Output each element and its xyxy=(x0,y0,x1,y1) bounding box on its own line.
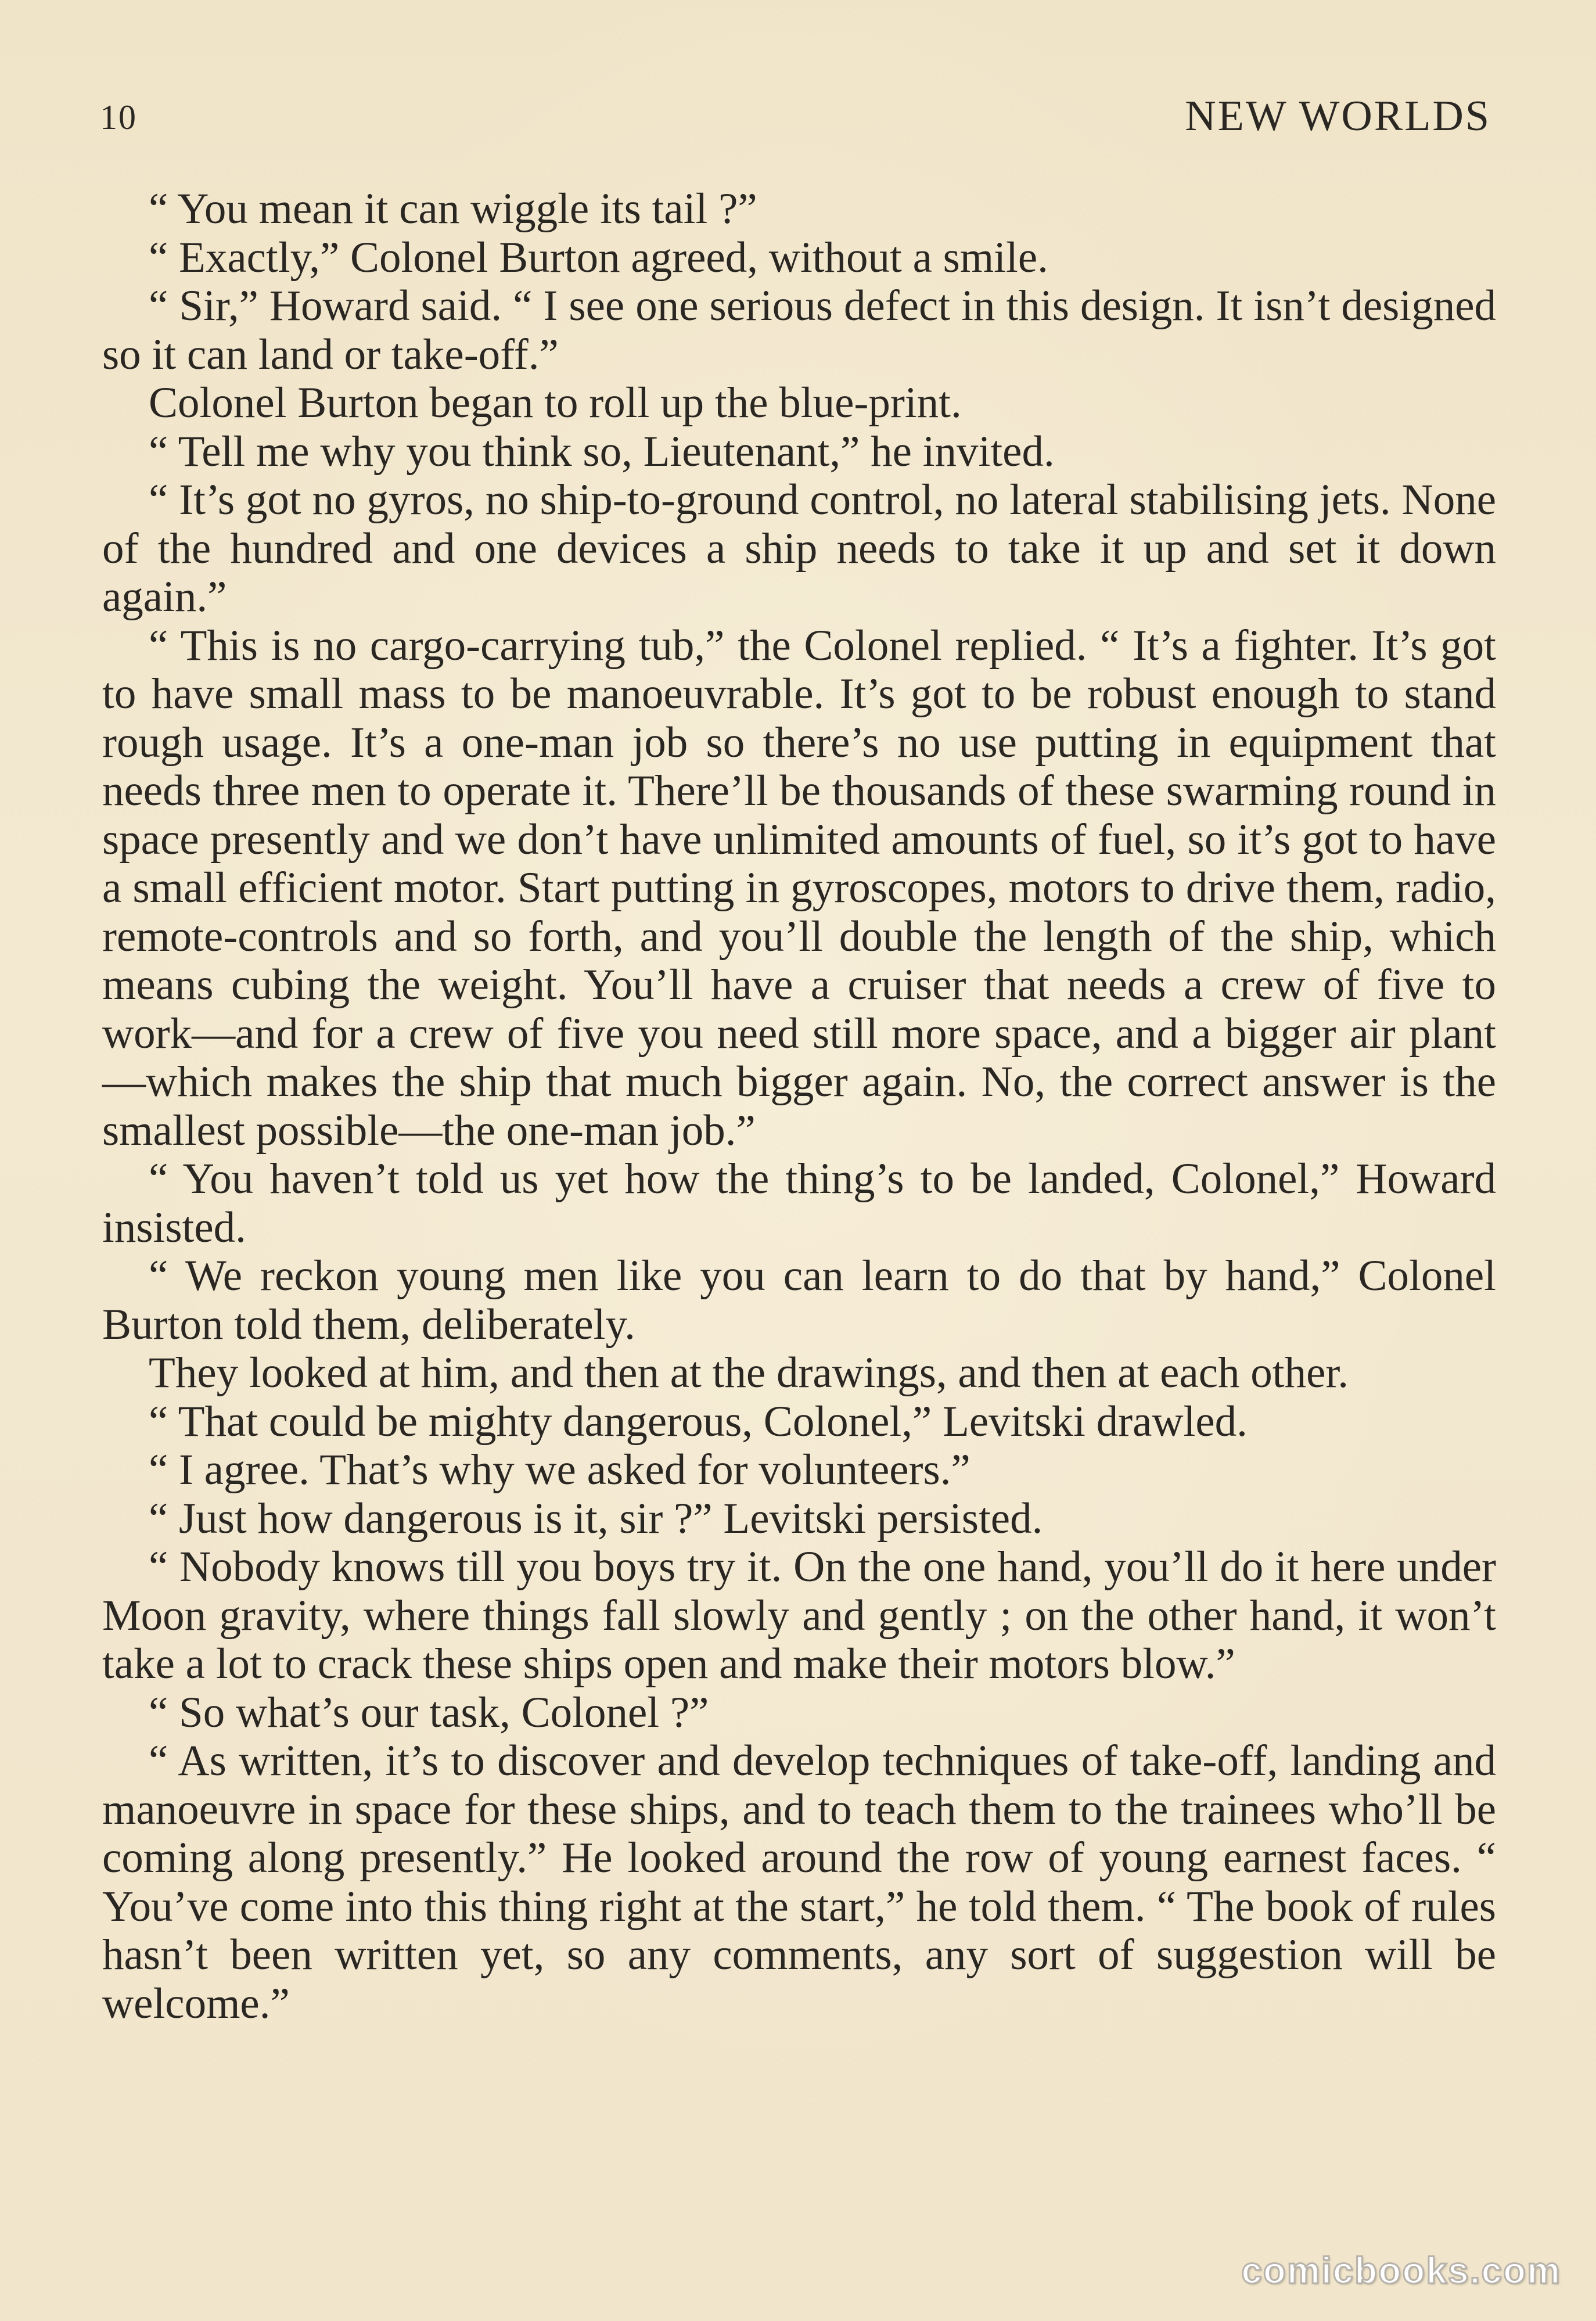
paragraph: “ We reckon young men like you can learn to do that by hand,” Colonel Burton told them, deliberately. xyxy=(102,1252,1496,1349)
paragraph: “ It’s got no gyros, no ship-to-ground control, no lateral stabilising jets. None of the hundred and one devices a ship needs to take it up and set it down again.” xyxy=(102,476,1496,621)
paragraph: “ As written, it’s to discover and develop techniques of take-off, landing and manoeuvre in space for these ships, and to teach them to the trainees who’ll be coming along presently.” He looked around the row of young earnest faces. “ You’ve come into this thing right at the start,” he told them. “ The book of rules hasn’t been written yet, so any comments, any sort of suggestion will be welcome.” xyxy=(102,1737,1496,2028)
paragraph: “ You mean it can wiggle its tail ?” xyxy=(149,185,757,233)
paragraph: “ So what’s our task, Colonel ?” xyxy=(149,1688,709,1737)
page-header xyxy=(100,87,1491,151)
paragraph: Colonel Burton began to roll up the blue-print. xyxy=(149,379,962,427)
paragraph: “ Sir,” Howard said. “ I see one serious defect in this design. It isn’t designed so it can land or take-off.” xyxy=(102,282,1496,379)
body-text xyxy=(102,185,1496,2028)
paragraph: “ Exactly,” Colonel Burton agreed, without a smile. xyxy=(149,233,1048,282)
paragraph: “ You haven’t told us yet how the thing’s to be landed, Colonel,” Howard insisted. xyxy=(102,1155,1496,1252)
paragraph: They looked at him, and then at the drawings, and then at each other. xyxy=(149,1349,1349,1397)
paragraph: “ I agree. That’s why we asked for volunteers.” xyxy=(149,1446,970,1494)
paragraph: “ This is no cargo-carrying tub,” the Colonel replied. “ It’s a fighter. It’s got to have small mass to be manoeuvrable. It’s got to be robust enough to stand rough usage. It’s a one-man job so there’s no use putting in equipment that needs three men to operate it. There’ll be thousands of these swarming round in space presently and we don’t have unlimited amounts of fuel, so it’s got to have a small efficient motor. Start putting in gyroscopes, motors to drive them, radio, remote-controls and so forth, and you’ll double the length of the ship, which means cubing the weight. You’ll have a cruiser that needs a crew of five to work—and for a crew of five you need still more space, and a bigger air plant—which makes the ship that much bigger again. No, the correct answer is the smallest possible—the one-man job.” xyxy=(102,621,1496,1155)
page-number: 10 xyxy=(100,98,137,136)
paragraph: “ That could be mighty dangerous, Colonel,” Levitski drawled. xyxy=(149,1397,1248,1446)
paragraph: “ Just how dangerous is it, sir ?” Levitski persisted. xyxy=(149,1494,1043,1543)
watermark: comicbooks.com xyxy=(1241,2250,1561,2291)
paragraph: “ Nobody knows till you boys try it. On the one hand, you’ll do it here under Moon gravity, where things fall slowly and gently ; on the other hand, it won’t take a lot to crack these ships open and make their motors blow.” xyxy=(102,1543,1496,1688)
running-head: NEW WORLDS xyxy=(1185,92,1491,140)
paragraph: “ Tell me why you think so, Lieutenant,” he invited. xyxy=(149,427,1055,476)
